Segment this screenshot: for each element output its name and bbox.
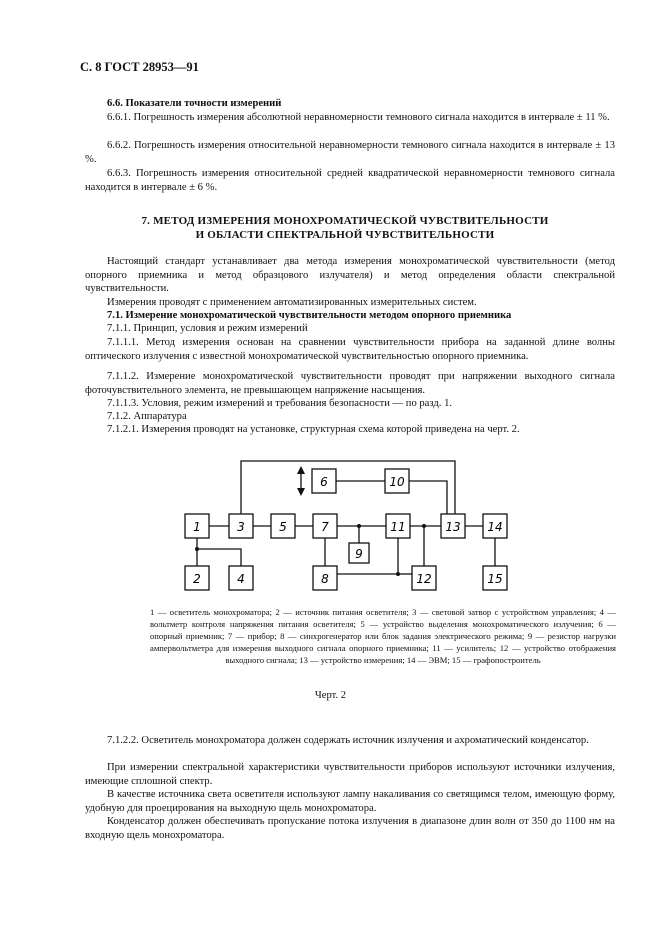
section-7-1-title: 7.1. Измерение монохроматической чувствительности методом опорного приемника <box>107 310 512 321</box>
label-2: 2 <box>193 572 201 586</box>
label-11: 11 <box>390 520 406 534</box>
para-6-6-2: 6.6.2. Погрешность измерения относительной неравномерности темнового сигнала находится в интервале ± 13 %. <box>85 140 615 165</box>
para-7-1-2: 7.1.2. Аппаратура <box>107 411 187 422</box>
page-header: С. 8 ГОСТ 28953—91 <box>80 60 199 74</box>
label-6: 6 <box>320 475 328 489</box>
para-lamp: В качестве источника света осветителя используют лампу накаливания со светящимся телом, имеющую форму, удобную для проецирования на выходную щель монохроматора. <box>85 789 615 814</box>
para-condenser: Конденсатор должен обеспечивать пропускание потока излучения в диапазоне длин волн от 350 до 1100 нм на входную щель монохроматора. <box>85 816 615 841</box>
para-7-1-1-1: 7.1.1.1. Метод измерения основан на сравнении чувствительности прибора на заданной длине волны оптического излучения с известной монохроматической чувствительностью опорного приемника. <box>85 337 615 362</box>
figure-caption: 1 — осветитель монохроматора; 2 — источник питания осветителя; 3 — световой затвор с устройством управления; 4 — вольтметр контроля напряжения питания осветителя; 5 — устройство выделения монохроматического излучения; 6 — опорный приемник; 7 — прибор; 8 — синхрогенератор или блок задания электрического режима; 9 — резистор нагрузки ампервольтметра для измерения выходного сигнала опорного приемника; 11 — усилитель; 12 — устройство отображения выходного сигнала; 13 — устройство измерения; 14 — ЭВМ; 15 — графопостроитель <box>150 607 616 665</box>
para-7-1-1: 7.1.1. Принцип, условия и режим измерений <box>107 323 308 334</box>
section-6-6-title: 6.6. Показатели точности измерений <box>107 98 282 109</box>
label-8: 8 <box>321 572 329 586</box>
label-13: 13 <box>445 520 461 534</box>
section-7-title-line2: И ОБЛАСТИ СПЕКТРАЛЬНОЙ ЧУВСТВИТЕЛЬНОСТИ <box>195 229 495 241</box>
section-7-title-line1: 7. МЕТОД ИЗМЕРЕНИЯ МОНОХРОМАТИЧЕСКОЙ ЧУВСТВИТЕЛЬНОСТИ <box>141 215 549 227</box>
para-spectrum: При измерении спектральной характеристики чувствительности приборов используют источники излучения, имеющие сплошной спектр. <box>85 762 615 787</box>
label-3: 3 <box>237 520 245 534</box>
label-12: 12 <box>416 572 432 586</box>
label-10: 10 <box>389 475 405 489</box>
figure-number: Черт. 2 <box>314 690 347 701</box>
label-4: 4 <box>237 572 245 586</box>
label-9: 9 <box>355 547 363 561</box>
para-auto: Измерения проводят с применением автоматизированных измерительных систем. <box>107 297 477 308</box>
label-7: 7 <box>321 520 329 534</box>
para-6-6-3: 6.6.3. Погрешность измерения относительной средней квадратической неравномерности темнового сигнала находится в интервале ± 6 %. <box>85 168 615 193</box>
para-intro: Настоящий стандарт устанавливает два метода измерения монохроматической чувствительности (метод опорного приемника и метод образцового излучателя) и метод определения области спектральной чувствительности. <box>85 256 615 295</box>
para-7-1-2-1: 7.1.2.1. Измерения проводят на установке, структурная схема которой приведена на черт. 2. <box>107 424 520 435</box>
label-5: 5 <box>279 520 287 534</box>
label-14: 14 <box>487 520 503 534</box>
label-1: 1 <box>193 520 201 534</box>
label-15: 15 <box>487 572 503 586</box>
para-7-1-2-2: 7.1.2.2. Осветитель монохроматора должен содержать источник излучения и ахроматический конденсатор. <box>107 735 589 746</box>
para-7-1-1-2: 7.1.1.2. Измерение монохроматической чувствительности проводят при напряжении выходного сигнала фоточувствительного элемента, не превышающем напряжение насыщения. <box>85 371 615 396</box>
para-6-6-1: 6.6.1. Погрешность измерения абсолютной неравномерности темнового сигнала находится в интервале ± 11 %. <box>107 112 610 123</box>
para-7-1-1-3: 7.1.1.3. Условия, режим измерений и требования безопасности — по разд. 1. <box>107 398 453 409</box>
